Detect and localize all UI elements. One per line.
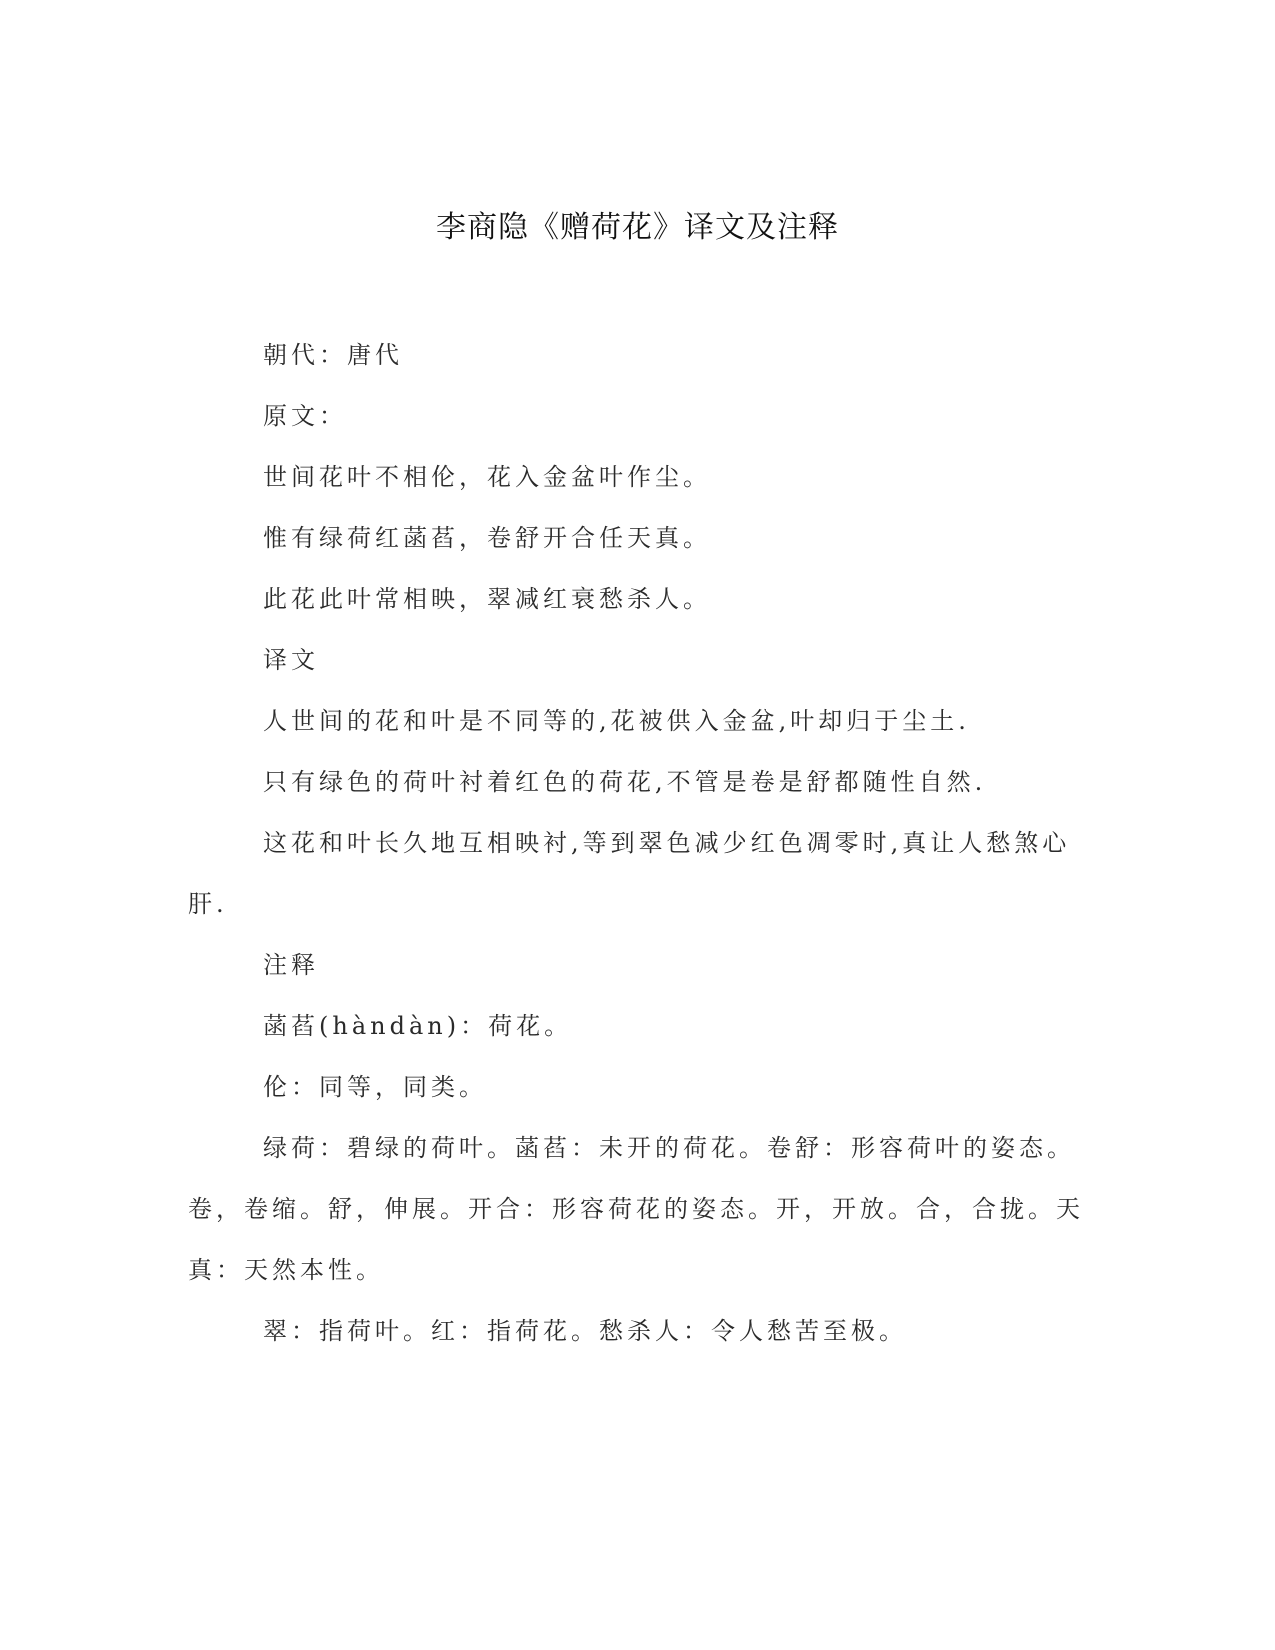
translation-heading: 译文 <box>263 646 319 674</box>
paragraph-dynasty: 朝代：唐代 <box>263 341 403 369</box>
note-handan: 菡萏(hàndàn)：荷花。 <box>263 1012 573 1040</box>
poem-line-1: 世间花叶不相伦，花入金盆叶作尘。 <box>263 463 711 491</box>
note-lun: 伦：同等，同类。 <box>263 1073 487 1101</box>
poem-line-2: 惟有绿荷红菡萏，卷舒开合任天真。 <box>263 524 711 552</box>
notes-heading: 注释 <box>263 951 319 979</box>
translation-line-2: 只有绿色的荷叶衬着红色的荷花,不管是卷是舒都随性自然. <box>263 768 987 796</box>
translation-line-3: 这花和叶长久地互相映衬,等到翠色减少红色凋零时,真让人愁煞心肝. <box>188 829 1071 918</box>
translation-line-1: 人世间的花和叶是不同等的,花被供入金盆,叶却归于尘土. <box>263 707 970 735</box>
document-body <box>188 325 1088 1362</box>
paragraph-original-heading: 原文： <box>263 402 347 430</box>
note-lvhe: 绿荷：碧绿的荷叶。菡萏：未开的荷花。卷舒：形容荷叶的姿态。卷，卷缩。舒，伸展。开合：形容荷花的姿态。开，开放。合，合拢。天真：天然本性。 <box>188 1134 1084 1284</box>
poem-line-3: 此花此叶常相映，翠减红衰愁杀人。 <box>263 585 711 613</box>
document-title: 李商隐《赠荷花》译文及注释 <box>436 210 839 245</box>
note-cui: 翠：指荷叶。红：指荷花。愁杀人：令人愁苦至极。 <box>263 1317 907 1345</box>
